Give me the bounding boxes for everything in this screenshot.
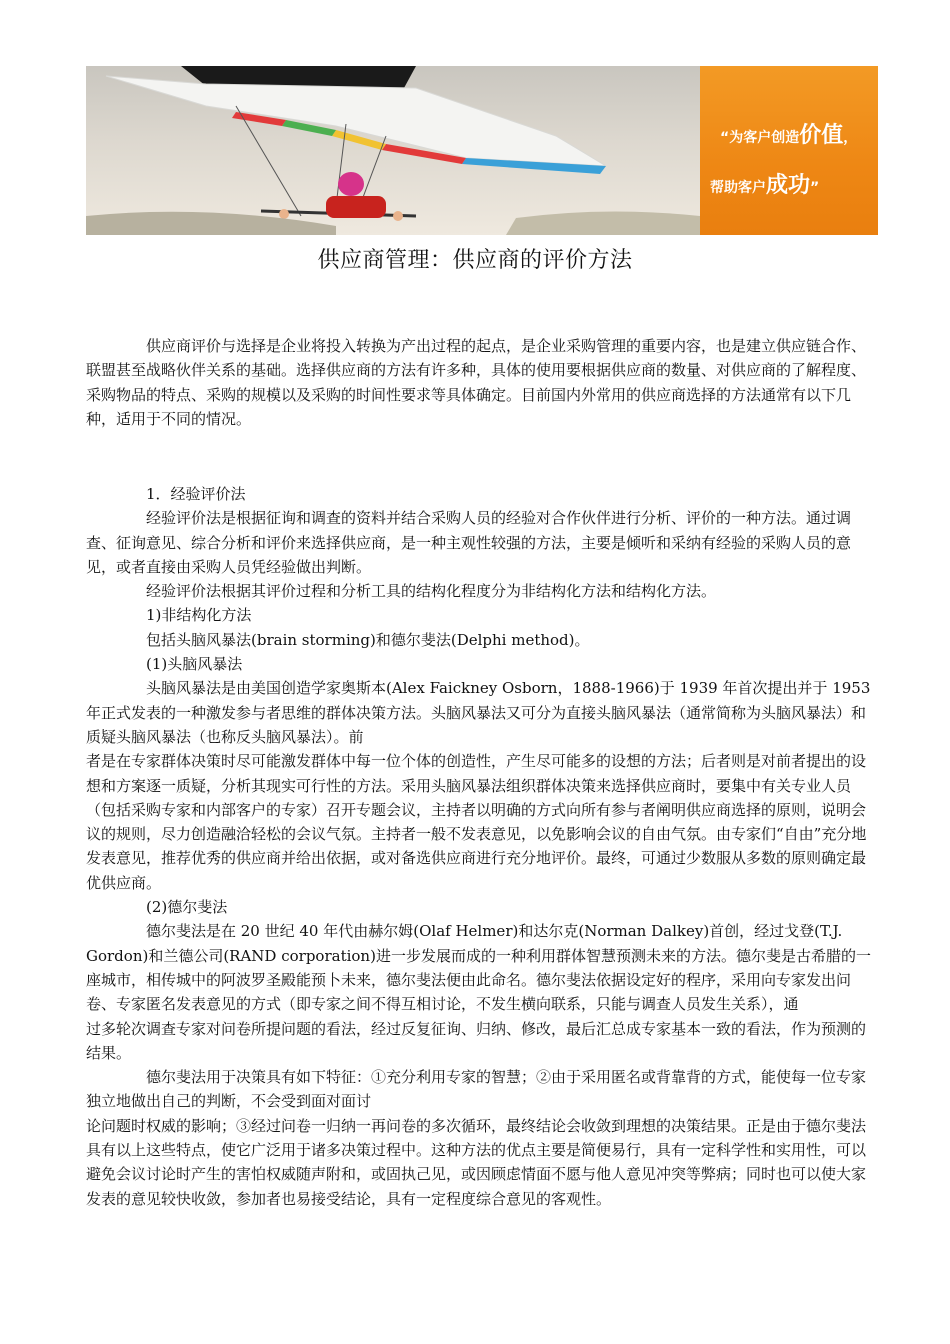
header-banner [86, 66, 878, 235]
intro-paragraph: 供应商评价与选择是企业将投入转换为产出过程的起点，是企业采购管理的重要内容，也是建立供应链合作、联盟甚至战略伙伴关系的基础。选择供应商的方法有许多种，具体的使用要根据供应商的数量、对供应商的了解程度、采购物品的特点、采购的规模以及采购的时间性要求等具体确定。目前国内外常用的供应商选择的方法通常有以下几种，适用于不同的情况。 [86, 337, 867, 428]
body-paragraph: 经验评价法是根据征询和调查的资料并结合采购人员的经验对合作伙伴进行分析、评价的一种方法。通过调查、征询意见、综合分析和评价来选择供应商，是一种主观性较强的方法，主要是倾听和采纳有经验的采购人员的意见，或者直接由采购人员凭经验做出判断。 [86, 509, 852, 576]
body-paragraph: 包括头脑风暴法(brain storming)和德尔斐法(Delphi method)。 [146, 630, 590, 649]
section-heading-experience-method: 1．经验评价法 [146, 485, 246, 503]
body-paragraph: 论问题时权威的影响；③经过问卷一归纳一再问卷的多次循环，最终结论会收敛到理想的决策结果。正是由于德尔斐法具有以上这些特点，使它广泛用于诸多决策过程中。这种方法的优点主要是简便易行，具有一定科学性和实用性，可以避免会议讨论时产生的害怕权威随声附和，或固执己见，或因顾虑情面不愿与他人意见冲突等弊病；同时也可以使大家发表的意见较快收敛，参加者也易接受结论，具有一定程度综合意见的客观性。 [86, 1116, 867, 1208]
page-title: 供应商管理：供应商的评价方法 [317, 248, 633, 273]
body-paragraph: 者是在专家群体决策时尽可能激发群体中每一位个体的创造性，产生尽可能多的设想的方法；后者则是对前者提出的设想和方案逐一质疑，分析其现实可行性的方法。采用头脑风暴法组织群体决策来选择供应商时，要集中有关专业人员（包括采购专家和内部客户的专家）召开专题会议，主持者以明确的方式向所有参与者阐明供应商选择的原则，说明会议的规则，尽力创造融洽轻松的会议气氛。主持者一般不发表意见，以免影响会议的自由气氛。由专家们“自由”充分地发表意见，推荐优秀的供应商并给出依据，或对备选供应商进行充分地评价。最终，可通过少数服从多数的原则确定最优供应商。 [86, 752, 867, 892]
slogan-line-2-highlight: 成功 [766, 173, 811, 198]
main-section [86, 482, 878, 1211]
slogan-line-1 [720, 118, 857, 149]
banner-slogan [700, 66, 878, 235]
body-paragraph: 德尔斐法是在 20 世纪 40 年代由赫尔姆(Olaf Helmer)和达尔克(Norman Dalkey)首创，经过戈登(T.J. Gordon)和兰德公司(RAND corporation)进一步发展而成的一种利用群体智慧预测未来的方法。德尔斐是古希腊的一座城市，相传城中的阿波罗圣殿能预卜未来，德尔斐法便由此命名。德尔斐法依据设定好的程序，采用向专家发出问卷、专家匿名发表意见的方式（即专家之间不得互相讨论，不发生横向联系，只能与调查人员发生关系），通 [86, 922, 871, 1014]
body-paragraph: 经验评价法根据其评价过程和分析工具的结构化程度分为非结构化方法和结构化方法。 [146, 582, 717, 601]
intro-section [86, 334, 878, 431]
slogan-line-1-highlight: 价值 [799, 123, 844, 148]
slogan-line-1-prefix: “为客户创造 [720, 130, 800, 146]
slogan-line-2 [710, 168, 819, 199]
slogan-line-2-prefix: 帮助客户 [710, 180, 766, 196]
slogan-line-1-suffix: ， [843, 130, 858, 146]
subsection-heading-brainstorming: (1)头脑风暴法 [146, 655, 243, 674]
body-paragraph: 过多轮次调查专家对问卷所提问题的看法，经过反复征询、归纳、修改，最后汇总成专家基本一致的看法，作为预测的结果。 [86, 1019, 867, 1062]
hang-glider-photo [86, 66, 700, 235]
subsection-heading-unstructured: 1)非结构化方法 [146, 606, 252, 625]
slogan-line-2-suffix: ” [810, 180, 820, 196]
body-paragraph: 德尔斐法用于决策具有如下特征：①充分利用专家的智慧；②由于采用匿名或背靠背的方式，能使每一位专家独立地做出自己的判断，不会受到面对面讨 [86, 1068, 867, 1111]
body-paragraph: 头脑风暴法是由美国创造学家奥斯本(Alex Faickney Osborn，1888-1966)于 1939 年首次提出并于 1953 年正式发表的一种激发参与者思维的群体决策方法。头脑风暴法又可分为直接头脑风暴法（通常简称为头脑风暴法）和质疑头脑风暴法（也称反头脑风暴法）。前 [86, 679, 871, 746]
subsection-heading-delphi: (2)德尔斐法 [146, 898, 228, 917]
hang-glider-illustration [86, 66, 700, 235]
